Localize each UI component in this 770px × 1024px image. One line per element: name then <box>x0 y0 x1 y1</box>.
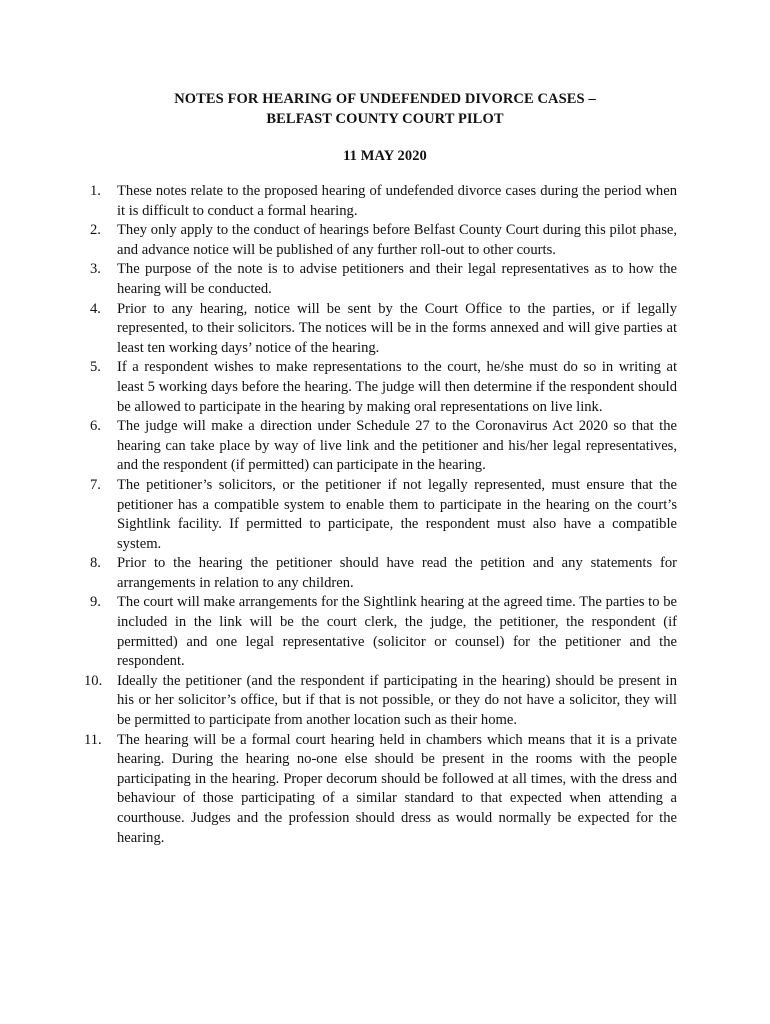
note-text: Prior to the hearing the petitioner should have read the petition and any statements for arrangements in relation to any children. <box>117 555 677 591</box>
note-text: Ideally the petitioner (and the respondent if participating in the hearing) should be present in his or her solicitor’s office, but if that is not possible, or they do not have a solicitor, they will be permitted to participate from another location such as their home. <box>117 672 677 729</box>
note-text: They only apply to the conduct of hearings before Belfast County Court during this pilot phase, and advance notice will be published of any further roll-out to other courts. <box>117 222 677 258</box>
note-text: The purpose of the note is to advise petitioners and their legal representatives as to how the hearing will be conducted. <box>117 261 677 297</box>
note-number: 5. <box>90 359 101 376</box>
note-text: The petitioner’s solicitors, or the petitioner if not legally represented, must ensure that the petitioner has a compatible system to enable them to participate in the hearing on the court’s Sightlink facility. If permitted to participate, the respondent must also have a compatible system. <box>117 476 677 552</box>
note-text: If a respondent wishes to make representations to the court, he/she must do so in writing at least 5 working days before the hearing. The judge will then determine if the respondent should be allowed to participate in the hearing by making oral representations on live link. <box>117 359 677 415</box>
note-item <box>90 260 677 299</box>
title-line-1: NOTES FOR HEARING OF UNDEFENDED DIVORCE CASES – <box>174 91 596 107</box>
note-item <box>90 593 677 671</box>
note-number: 10. <box>84 672 103 689</box>
document-date: 11 MAY 2020 <box>343 148 427 164</box>
note-number: 1. <box>90 183 101 199</box>
note-item <box>84 672 677 731</box>
note-item <box>90 417 677 476</box>
note-item <box>84 731 677 849</box>
notes-list <box>84 182 677 848</box>
note-item <box>90 358 677 417</box>
note-text: The judge will make a direction under Schedule 27 to the Coronavirus Act 2020 so that the hearing can take place by way of live link and the petitioner and his/her legal representatives, and the respondent (if permitted) can participate in the hearing. <box>117 418 677 474</box>
note-text: These notes relate to the proposed hearing of undefended divorce cases during the period when it is difficult to conduct a formal hearing. <box>117 183 677 219</box>
title-line-2: BELFAST COUNTY COURT PILOT <box>266 110 504 127</box>
note-number: 2. <box>90 222 101 239</box>
note-item <box>90 221 677 260</box>
note-item <box>90 182 677 221</box>
note-number: 6. <box>90 418 101 435</box>
note-item <box>90 554 677 593</box>
document-title <box>0 90 770 129</box>
note-text: Prior to any hearing, notice will be sent by the Court Office to the parties, or if legally represented, to their solicitors. The notices will be in the forms annexed and will give parties at least ten working days’ notice of the hearing. <box>117 300 677 356</box>
note-number: 4. <box>90 300 101 317</box>
note-item <box>90 476 677 554</box>
note-item <box>90 300 677 359</box>
note-text: The hearing will be a formal court hearing held in chambers which means that it is a private hearing. During the hearing no-one else should be present in the rooms with the people participating in the hearing. Proper decorum should be followed at all times, with the dress and behaviour of those participating of a similar standard to that expected when attending a courthouse. Judges and the profession should dress as would normally be expected for the hearing. <box>117 731 677 846</box>
note-number: 8. <box>90 555 101 572</box>
note-number: 3. <box>90 261 101 278</box>
note-number: 7. <box>90 476 101 493</box>
note-number: 11. <box>84 731 102 748</box>
note-text: The court will make arrangements for the Sightlink hearing at the agreed time. The parties to be included in the link will be the court clerk, the judge, the petitioner, the respondent (if permitted) and one legal representative (solicitor or counsel) for the petitioner and the respondent. <box>117 594 677 670</box>
note-number: 9. <box>90 594 101 611</box>
